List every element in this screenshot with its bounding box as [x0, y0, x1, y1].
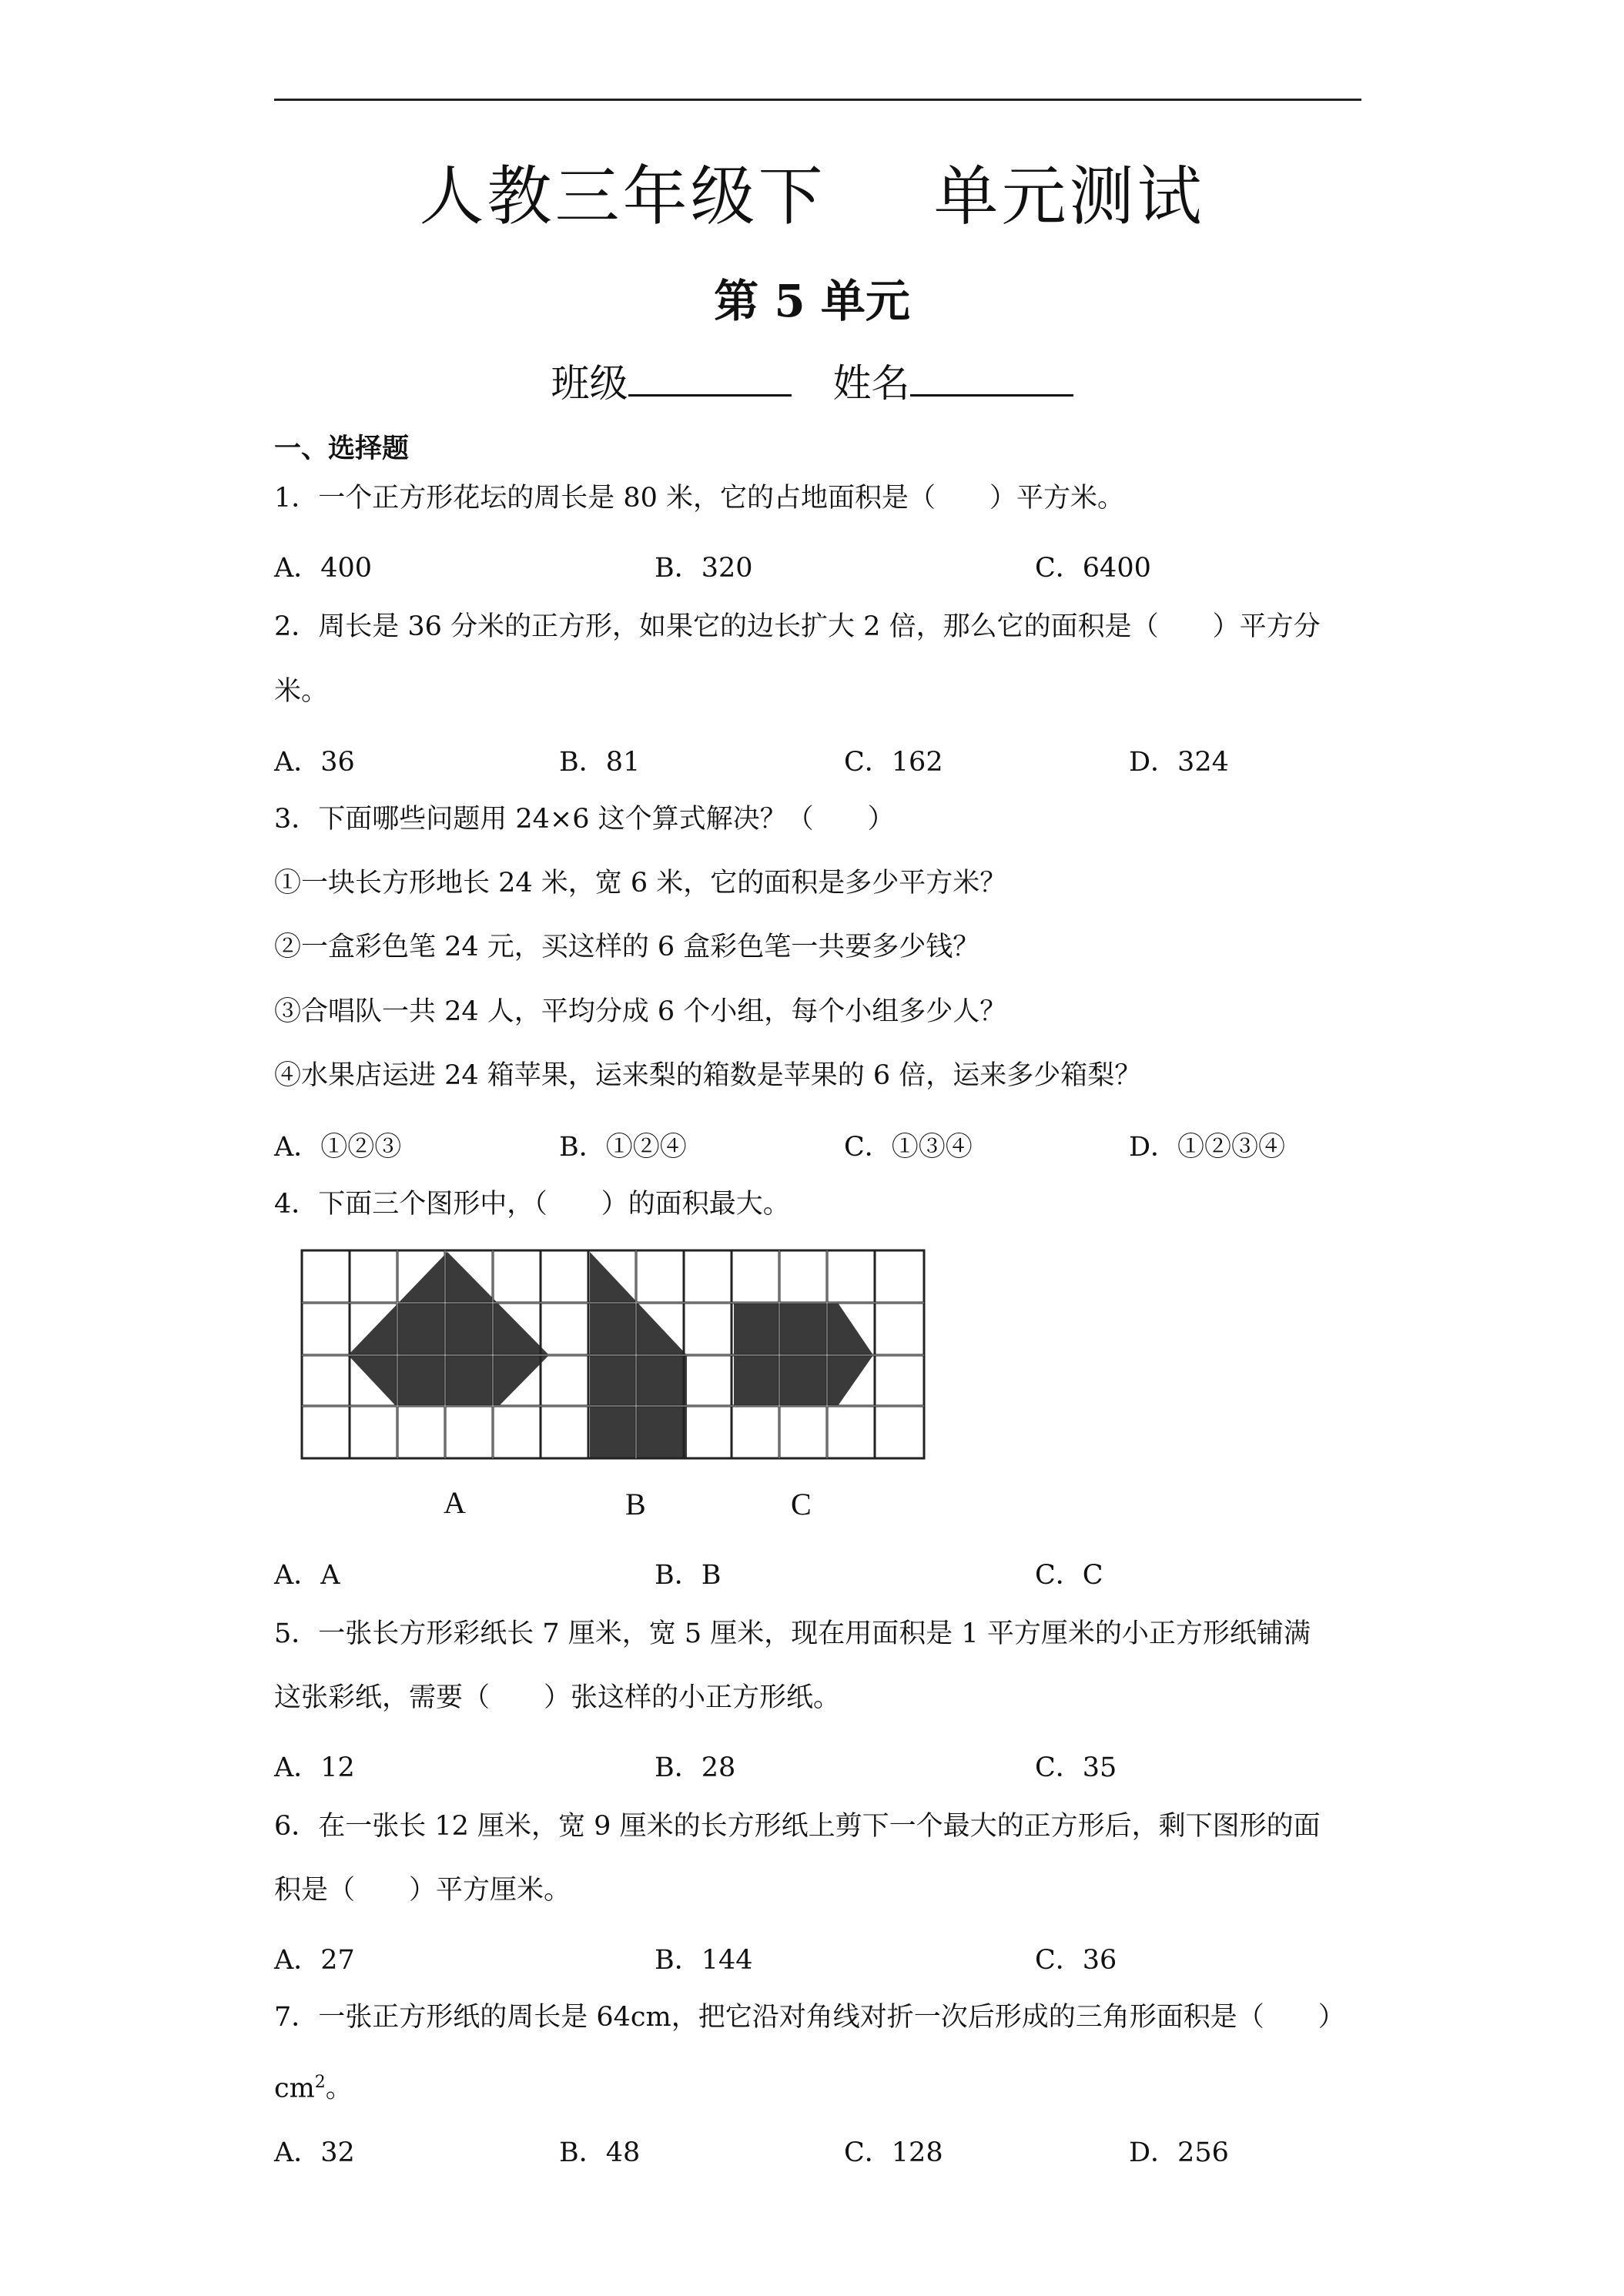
- q4-option-b[interactable]: B．B: [655, 1560, 722, 1591]
- class-blank[interactable]: [628, 356, 792, 397]
- q3-option-b[interactable]: B．①②④: [559, 1132, 687, 1163]
- q1-option-c[interactable]: C．6400: [1035, 553, 1151, 584]
- q5-option-a[interactable]: A．12: [274, 1752, 355, 1783]
- q3-item-3: ③合唱队一共 24 人，平均分成 6 个小组，每个小组多少人？: [274, 996, 1007, 1027]
- question-3: 3．下面哪些问题用 24×6 这个算式解决？（ ）: [274, 804, 895, 835]
- page-title: [0, 145, 1624, 238]
- figure-label-a: A: [444, 1485, 466, 1520]
- question-5-line2: 这张彩纸，需要（ ）张这样的小正方形纸。: [274, 1682, 841, 1713]
- q1-option-a[interactable]: A．400: [274, 553, 373, 584]
- q3-item-4: ④水果店运进 24 箱苹果，运来梨的箱数是苹果的 6 倍，运来多少箱梨？: [274, 1060, 1142, 1091]
- q6-option-a[interactable]: A．27: [274, 1945, 355, 1976]
- q2-option-b[interactable]: B．81: [559, 747, 641, 778]
- q5-option-c[interactable]: C．35: [1035, 1752, 1117, 1783]
- question-6-line1: 6．在一张长 12 厘米，宽 9 厘米的长方形纸上剪下一个最大的正方形后，剩下图形的面: [274, 1811, 1321, 1842]
- q6-option-b[interactable]: B．144: [655, 1945, 753, 1976]
- q4-option-a[interactable]: A．A: [274, 1560, 340, 1591]
- name-blank[interactable]: [910, 356, 1073, 397]
- question-1: 1．一个正方形花坛的周长是 80 米，它的占地面积是（ ）平方米。: [274, 483, 1125, 514]
- q6-option-c[interactable]: C．36: [1035, 1945, 1117, 1976]
- question-7-line1: 7．一张正方形纸的周长是 64cm，把它沿对角线对折一次后形成的三角形面积是（ ）: [274, 2002, 1345, 2033]
- question-5-line1: 5．一张长方形彩纸长 7 厘米，宽 5 厘米，现在用面积是 1 平方厘米的小正方形纸铺满: [274, 1618, 1311, 1649]
- q3-option-a[interactable]: A．①②③: [274, 1132, 402, 1163]
- q3-option-c[interactable]: C．①③④: [844, 1132, 973, 1163]
- q7-option-c[interactable]: C．128: [844, 2137, 943, 2168]
- q1-option-b[interactable]: B．320: [655, 553, 753, 584]
- name-label: 姓名: [832, 361, 910, 406]
- title-left: 人教三年级下: [419, 159, 826, 234]
- q3-option-d[interactable]: D．①②③④: [1129, 1132, 1286, 1163]
- unit-heading: 第 5 单元: [714, 275, 910, 327]
- q2-option-a[interactable]: A．36: [274, 747, 355, 778]
- q7-option-b[interactable]: B．48: [559, 2137, 641, 2168]
- q7-option-a[interactable]: A．32: [274, 2137, 355, 2168]
- question-2-line2: 米。: [274, 676, 329, 707]
- q7-end: 。: [325, 2073, 353, 2104]
- q3-item-2: ②一盒彩色笔 24 元，买这样的 6 盒彩色笔一共要多少钱？: [274, 932, 980, 962]
- q7-unit-exponent: 2: [314, 2073, 326, 2092]
- figure-label-c: C: [791, 1487, 812, 1521]
- header-rule: [274, 99, 1361, 101]
- grid-figure: [299, 1247, 930, 1525]
- question-7-line2: [274, 2050, 353, 2121]
- q5-option-b[interactable]: B．28: [655, 1752, 736, 1783]
- section-title: 一、选择题: [274, 433, 410, 464]
- question-6-line2: 积是（ ）平方厘米。: [274, 1875, 571, 1906]
- q2-option-d[interactable]: D．324: [1129, 747, 1229, 778]
- q4-option-c[interactable]: C．C: [1035, 1560, 1103, 1591]
- title-right: 单元测试: [933, 159, 1205, 234]
- student-info: [0, 353, 1624, 408]
- question-2-line1: 2．周长是 36 分米的正方形，如果它的边长扩大 2 倍，那么它的面积是（ ）平方分: [274, 611, 1321, 642]
- class-label: 班级: [551, 361, 628, 406]
- figure-label-b: B: [625, 1487, 646, 1521]
- shape-a: [348, 1252, 549, 1406]
- question-4: 4．下面三个图形中，（ ）的面积最大。: [274, 1189, 790, 1220]
- q2-option-c[interactable]: C．162: [844, 747, 943, 778]
- q3-item-1: ①一块长方形地长 24 米，宽 6 米，它的面积是多少平方米？: [274, 868, 1007, 899]
- q7-option-d[interactable]: D．256: [1129, 2137, 1229, 2168]
- q7-unit: cm: [274, 2073, 315, 2104]
